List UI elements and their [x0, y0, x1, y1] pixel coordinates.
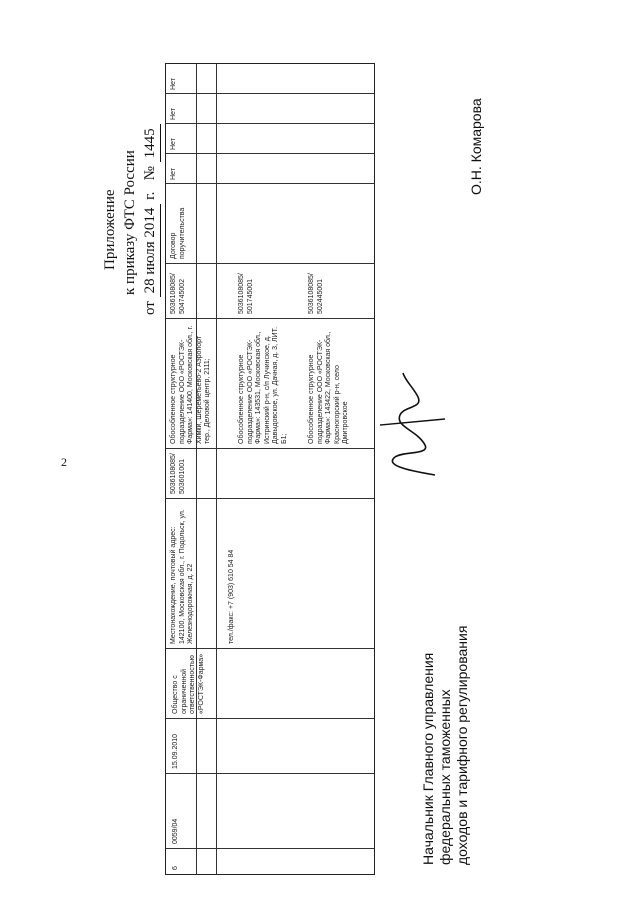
subdivision-2: Обособленное структурное подразделение ООО «РОСТЭК-Фарма»: 143531, Московская обл., Истринский р-н, с/п Лучинское, д. Давыдовское, ул. Дачная, д. 3, ЛИТ. Б1; — [238, 326, 288, 444]
flag-no-4: Нет — [170, 78, 177, 90]
col-line — [166, 848, 374, 849]
subdivision-3: Обособленное структурное подразделение ООО «РОСТЭК-Фарма»: 143422, Московская обл., Красногорский р-н, село Дмитровское — [308, 331, 349, 444]
signatory-title: Начальник Главного управления федеральных таможенных доходов и тарифного регулирования — [420, 625, 470, 865]
col-line — [166, 448, 374, 449]
org-address: Местонахождение, почтовый адрес: 142100, Московская обл., г. Подольск, ул. Железнодорожная, д. 22 — [170, 509, 194, 644]
flag-no-1: Нет — [170, 168, 177, 180]
row-line — [216, 64, 217, 874]
row-line — [196, 64, 197, 874]
date-value: 28 июля 2014 — [140, 204, 161, 298]
org-name: Общество с ограниченной ответственностью «РОСТЭК-Фарма» — [172, 653, 205, 714]
col-line — [166, 183, 374, 184]
reg-number: 0059/04 — [172, 818, 179, 844]
col-line — [166, 123, 374, 124]
col-line — [166, 153, 374, 154]
page-number: 2 — [61, 455, 67, 469]
kpp-3: 5036108085/ 502445001 — [308, 273, 324, 314]
appendix-title: Приложение — [102, 189, 118, 270]
kpp-1: 5036108085/ 504745002 — [170, 273, 186, 314]
contract-type: Договор поручительства — [170, 207, 186, 259]
date-prefix: от — [142, 301, 158, 315]
number-prefix: № — [142, 166, 158, 181]
col-line — [166, 648, 374, 649]
handwritten-signature — [365, 365, 455, 485]
order-number: 1445 — [140, 124, 161, 162]
inn-kpp: 5036108085/ 503601001 — [170, 453, 186, 494]
flag-no-2: Нет — [170, 138, 177, 150]
col-line — [166, 93, 374, 94]
col-line — [166, 263, 374, 264]
col-line — [166, 318, 374, 319]
appendix-header — [100, 85, 161, 315]
col-line — [166, 498, 374, 499]
col-line — [166, 718, 374, 719]
appendix-order: к приказу ФТС России — [122, 150, 138, 295]
org-phone: тел./факс: +7 (903) 610 54 84 — [228, 549, 235, 644]
col-line — [166, 773, 374, 774]
appendix-date-line — [140, 85, 161, 315]
flag-no-3: Нет — [170, 108, 177, 120]
kpp-2: 5036108085/ 501745001 — [238, 273, 254, 314]
signatory-name: О.Н. Комарова — [468, 98, 484, 195]
issue-date: 15.09.2010 — [172, 733, 179, 769]
registry-table — [165, 63, 375, 875]
year-suffix: г. — [142, 191, 158, 200]
subdivision-1: Обособленное структурное подразделение ООО «РОСТЭК-Фарма»: 141400, Московская обл., г. Химки, Шереметьево-2 Аэропорт тер., Деловой центр, 2111; — [170, 325, 211, 444]
row-index: 6 — [172, 866, 179, 870]
